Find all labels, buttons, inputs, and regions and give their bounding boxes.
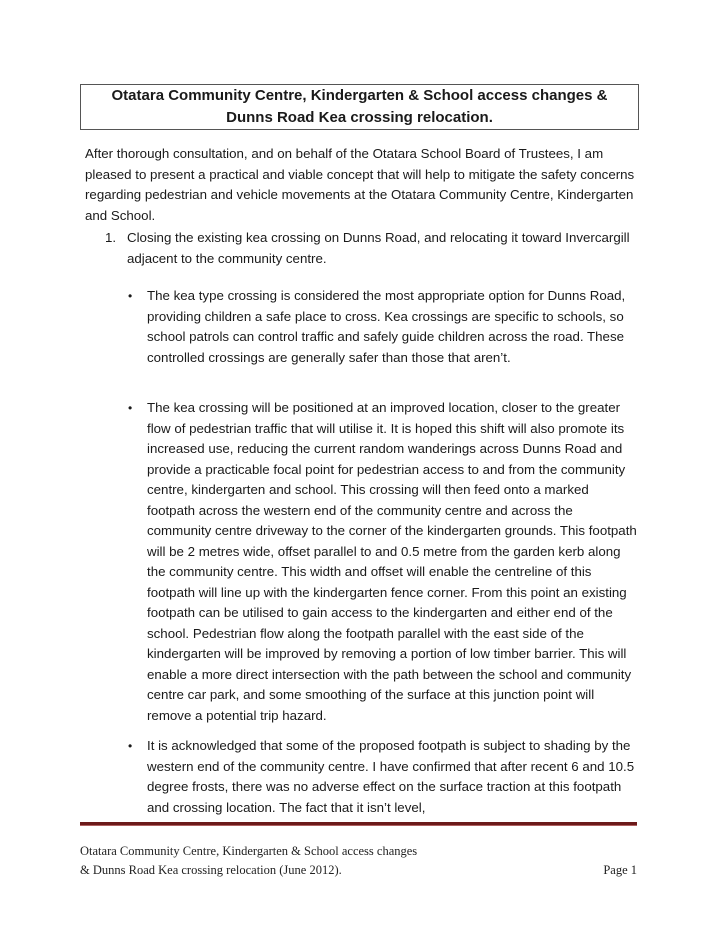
intro-paragraph: After thorough consultation, and on behalf of the Otatara School Board of Trustees, I am pleased to present a practical and viable concept that will help to mitigate the safety concerns regarding pedestrian and vehicle movements at the Otatara Community Centre, Kindergarten and School.: [85, 146, 635, 223]
page-number: Page 1: [603, 863, 637, 877]
bullet-text: It is acknowledged that some of the proposed footpath is subject to shading by the western end of the community centre. I have confirmed that after recent 6 and 10.5 degree frosts, there was no adverse effect on the surface traction at this footpath and crossing location. The fact that it isn’t level,: [147, 738, 635, 815]
document-title-line-1: Otatara Community Centre, Kindergarten & School access changes &: [111, 87, 608, 104]
document-title-box: [80, 84, 639, 130]
bullet-icon: •: [128, 289, 133, 303]
bullet-text: The kea type crossing is considered the most appropriate option for Dunns Road, providing children a safe place to cross. Kea crossings are specific to schools, so school patrols can control traffic and safely guide children across the road. These controlled crossings are generally safer than those that aren’t.: [147, 288, 626, 365]
bullet-icon: •: [128, 401, 133, 415]
document-title-line-2: Dunns Road Kea crossing relocation.: [226, 109, 493, 126]
list-item-text: Closing the existing kea crossing on Dunns Road, and relocating it toward Invercargill adjacent to the community centre.: [127, 230, 630, 266]
footer-line-2: & Dunns Road Kea crossing relocation (June 2012).: [80, 863, 342, 877]
page-footer: [80, 842, 637, 880]
bullet-text: The kea crossing will be positioned at an improved location, closer to the greater flow of pedestrian traffic that will utilise it. It is hoped this shift will also promote its increased use, reducing the current random wanderings across Dunns Road and provide a practicable focal point for pedestrian access to and from the community centre, kindergarten and school. This crossing will then feed onto a marked footpath across the western end of the community centre and across the community centre driveway to the corner of the kindergarten grounds. This footpath will be 2 metres wide, offset parallel to and 0.5 metre from the garden kerb along the community centre. This width and offset will enable the centreline of this footpath will line up with the kindergarten fence corner. From this point an existing footpath can be utilised to gain access to the kindergarten and either end of the school. Pedestrian flow along the footpath parallel with the east side of the kindergarten will be improved by removing a portion of low timber barrier. This will enable a more direct intersection with the path between the school and community centre car park, and some smoothing of the surface at this junction point will remove a potential trip hazard.: [147, 400, 637, 723]
list-number: 1.: [105, 230, 117, 245]
footer-divider: [80, 822, 637, 826]
bullet-icon: •: [128, 739, 133, 753]
footer-line-1: Otatara Community Centre, Kindergarten & School access changes: [80, 844, 418, 858]
